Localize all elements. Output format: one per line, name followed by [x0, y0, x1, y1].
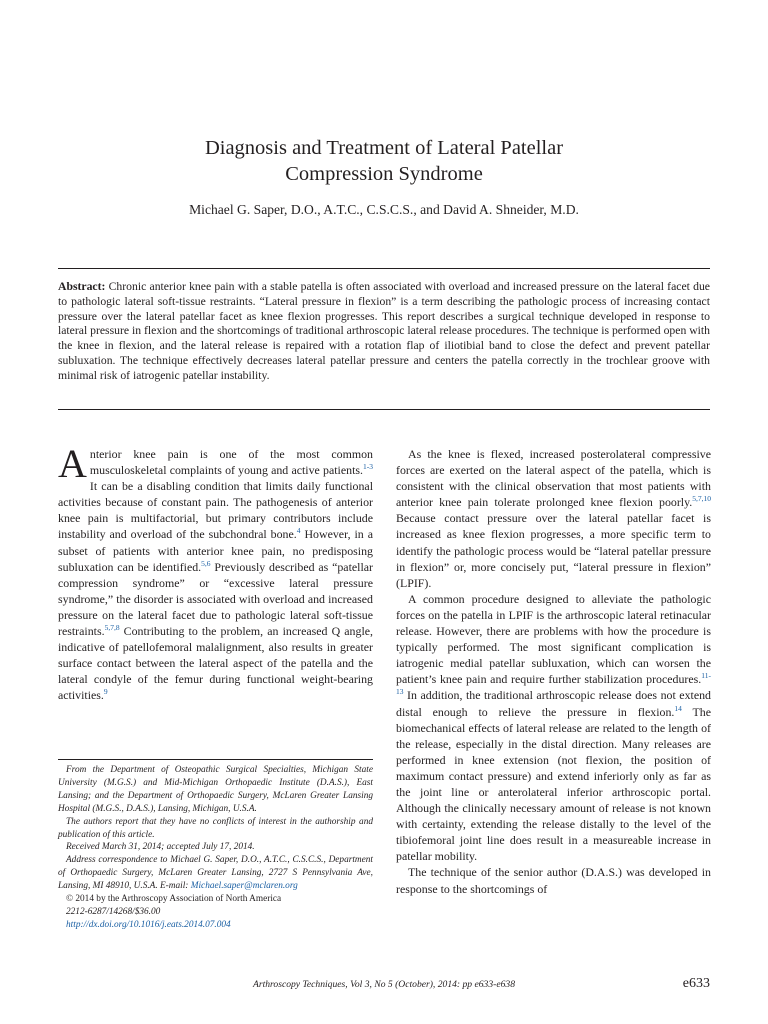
left-column — [58, 441, 373, 704]
citation-ref[interactable]: 14 — [674, 703, 682, 713]
footnote-issn: 2212-6287/14268/$36.00 — [66, 906, 161, 917]
abstract-label: Abstract: — [58, 280, 106, 293]
page-number: e633 — [682, 976, 710, 991]
paragraph-technique: The technique of the senior author (D.A.S.) was developed in response to the shortcomings of — [396, 865, 711, 896]
lpif-text-2: Because contact pressure over the lateral patellar facet is increased as knee flexion progresses, a more specific term to identify the pathologic process would be “lateral patellar pressure in flexion” or, more concisely put, “lateral pressure in flexion” (LPIF). — [396, 511, 711, 590]
intro-paragraph — [58, 441, 373, 704]
release-text-3: The biomechanical effects of lateral release are related to the length of the release, especially in the distal direction. Many releases are performed in knee extension (not flexion, the position of maximum contact pressure) and extend inferiorly only as far as the joint line or anterolateral inferior arthroscopic portal. Although the clinically necessary amount of release is not known with certainty, extending the release distally to the level of the tibiofemoral joint line does result in a measureable increase in patellar mobility. — [396, 704, 711, 864]
drop-cap: A — [58, 441, 87, 486]
author-list: Michael G. Saper, D.O., A.T.C., C.S.C.S., and David A. Shneider, M.D. — [189, 202, 579, 217]
footnote-copyright: © 2014 by the Arthroscopy Association of North America — [66, 894, 282, 905]
doi-link[interactable]: http://dx.doi.org/10.1016/j.eats.2014.07.004 — [66, 919, 231, 930]
footnote-received: Received March 31, 2014; accepted July 17, 2014. — [66, 842, 255, 853]
footnote-rule — [58, 759, 373, 760]
intro-text-3: However, in a subset of patients with anterior knee pain, no predisposing subluxation can be identified. — [58, 527, 373, 574]
intro-text-4: Previously described as “patellar compression syndrome” or “excessive lateral pressure syndrome,” the disorder is associated with overload and increased pressure on the lateral facet due to pathologic lateral soft-tissue restraints. — [58, 559, 373, 639]
paragraph-release — [396, 591, 711, 865]
release-text-2: In addition, the traditional arthroscopic release does not extend distal enough to relieve the pressure in flexion. — [396, 688, 711, 719]
email-link[interactable]: Michael.saper@mclaren.org — [190, 881, 298, 892]
citation-ref[interactable]: 5,6 — [201, 558, 211, 568]
paragraph-lpif — [396, 446, 711, 591]
title-line-1: Diagnosis and Treatment of Lateral Patellar — [204, 137, 564, 159]
right-column — [396, 446, 711, 897]
citation-ref[interactable]: 1-3 — [363, 462, 373, 472]
intro-text-1: nterior knee pain is one of the most common musculoskeletal complaints of young and active patients. — [89, 447, 373, 478]
journal-footer: Arthroscopy Techniques, Vol 3, No 5 (October), 2014: pp e633-e638 — [252, 979, 515, 990]
abstract-top-rule — [58, 268, 710, 269]
abstract-text: Chronic anterior knee pain with a stable patella is often associated with overload and increased pressure on the lateral facet due to pathologic lateral soft-tissue restraints. “Lateral pressure in flexion” is a term describing the pathologic process of increasing contact pressure over the lateral patellar facet as knee flexion progresses. This report describes a surgical technique developed in response to lateral pressure in flexion and the shortcomings of traditional arthroscopic lateral release procedures. The technique is performed open with the knee in flexion, and the lateral release is repaired with a rotation flap of iliotibial band to close the defect and prevent patellar subluxation. The technique effectively decreases lateral patellar pressure and centers the patella correctly in the trochlear groove with minimal risk of iatrogenic patellar instability. — [58, 280, 710, 382]
citation-ref[interactable]: 11-13 — [396, 671, 711, 697]
intro-text-2: It can be a disabling condition that limits daily functional activities because of constant pain. The pathogenesis of anterior knee pain is multifactorial, but primary contributors include instability and overload of the subchondral bone. — [58, 479, 373, 542]
lpif-text-1: As the knee is flexed, increased posterolateral compressive forces are exerted on the lateral aspect of the patella, which is consistent with the clinical observation that most patients with anterior knee pain tolerate prolonged knee flexion poorly. — [396, 447, 711, 510]
footnotes — [58, 764, 373, 932]
intro-text-5: Contributing to the problem, an increased Q angle, indicative of patellofemoral malalignment, also results in greater surface contact between the lateral aspect of the patella and the lateral condyle of the femur during functional weight-bearing activities. — [58, 624, 373, 703]
address-text: Address correspondence to Michael G. Saper, D.O., A.T.C., C.S.C.S., Department of Orthopaedic Surgery, McLaren Greater Lansing, 2727 S Pennsylvania Ave, Lansing, MI 48910, U.S.A. E-mail: — [58, 855, 373, 892]
citation-ref[interactable]: 5,7,10 — [692, 494, 711, 504]
citation-ref[interactable]: 9 — [103, 687, 108, 697]
footnote-affiliation: From the Department of Osteopathic Surgical Specialties, Michigan State University (M.G.S.) and Mid-Michigan Orthopaedic Institute (D.A.S.), East Lansing; and the Department of Orthopaedic Surgery, McLaren Greater Lansing Hospital (M.G.S., D.A.S.), Lansing, Michigan, U.S.A. — [58, 765, 373, 814]
footnote-conflicts: The authors report that they have no conflicts of interest in the authorship and publication of this article. — [58, 816, 373, 840]
article-title — [0, 135, 768, 187]
release-text-1: A common procedure designed to alleviate the pathologic forces on the patella in LPIF is the arthroscopic lateral retinacular release. However, there are problems with how the procedure is typically performed. The most significant complication is iatrogenic medial patellar subluxation, which can worsen the patient’s knee pain and require further stabilization procedures. — [396, 591, 711, 687]
citation-ref[interactable]: 5,7,8 — [104, 623, 120, 633]
citation-ref[interactable]: 4 — [296, 526, 301, 536]
abstract — [58, 280, 710, 384]
title-line-2: Compression Syndrome — [285, 163, 483, 185]
abstract-bottom-rule — [58, 409, 710, 410]
footnote-address — [58, 854, 373, 893]
